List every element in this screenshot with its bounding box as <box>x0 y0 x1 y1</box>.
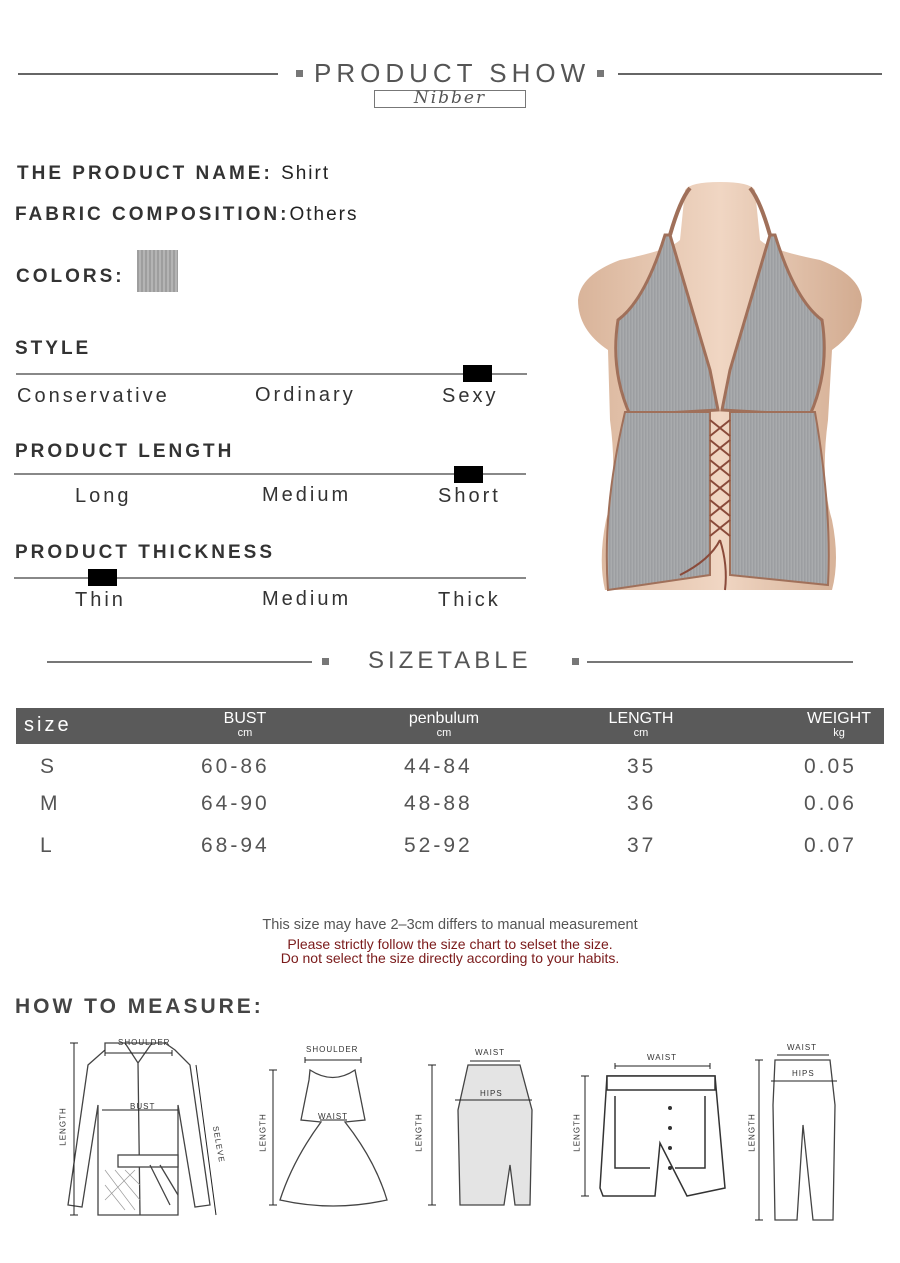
skirt-waist-label: WAIST <box>475 1048 506 1057</box>
col-size: size <box>24 714 72 736</box>
col-length-label: LENGTH <box>608 710 674 727</box>
product-name-label: THE PRODUCT NAME: <box>17 163 273 184</box>
length-option-long: Long <box>75 485 132 507</box>
cell-bust: 68-94 <box>201 834 270 857</box>
dress-diagram <box>265 1050 400 1210</box>
col-penbulum-label: penbulum <box>408 710 480 727</box>
cell-penbulum: 48-88 <box>404 792 473 815</box>
style-title: STYLE <box>15 338 92 359</box>
skirt-diagram <box>420 1055 540 1215</box>
jacket-shoulder-label: SHOULDER <box>118 1038 171 1047</box>
brand-name: Nibber <box>413 88 487 108</box>
header-right-dot <box>597 70 604 77</box>
pants-length-label: LENGTH <box>747 1113 757 1152</box>
style-option-sexy: Sexy <box>442 385 499 407</box>
shorts-waist-label: WAIST <box>647 1053 678 1062</box>
header-left-dot <box>296 70 303 77</box>
top-left-panel <box>607 412 710 590</box>
cell-length: 37 <box>627 834 657 857</box>
cell-penbulum: 44-84 <box>404 755 473 778</box>
cell-length: 36 <box>627 792 657 815</box>
fabric-row <box>15 204 358 226</box>
skirt-hips-label: HIPS <box>480 1089 503 1098</box>
col-length <box>596 712 686 740</box>
note-warning-1: Please strictly follow the size chart to selset the size. <box>287 936 613 952</box>
pants-hips-label: HIPS <box>792 1069 815 1078</box>
product-name-value: Shirt <box>281 163 331 184</box>
cell-size: L <box>40 834 55 857</box>
style-option-conservative: Conservative <box>17 385 170 407</box>
jacket-length-label: LENGTH <box>58 1107 68 1146</box>
fabric-value: Others <box>289 204 359 225</box>
col-bust-label: BUST <box>223 710 267 727</box>
note-measurement: This size may have 2–3cm differs to manual measurement <box>262 917 638 933</box>
cell-weight: 0.05 <box>804 755 857 778</box>
fabric-label: FABRIC COMPOSITION: <box>15 204 290 225</box>
dress-waist-label: WAIST <box>318 1112 349 1121</box>
col-penbulum-unit: cm <box>436 727 452 739</box>
top-right-panel <box>730 412 829 585</box>
jacket-bust-label: BUST <box>130 1102 156 1111</box>
sizetable-title: SIZETABLE <box>368 647 532 674</box>
col-bust <box>205 712 285 740</box>
size-table-header <box>16 708 884 744</box>
length-option-short: Short <box>438 485 501 507</box>
jacket-diagram <box>60 1035 235 1220</box>
dress-shoulder-label: SHOULDER <box>306 1045 359 1054</box>
thickness-option-thin: Thin <box>75 589 126 611</box>
style-scale-line <box>16 373 527 375</box>
header-left-rule <box>18 73 278 75</box>
cell-length: 35 <box>627 755 657 778</box>
sizetable-right-rule <box>587 661 853 663</box>
cell-size: S <box>40 755 58 778</box>
page-title: PRODUCT SHOW <box>314 58 591 88</box>
note-warning-2: Do not select the size directly according to your habits. <box>280 950 620 966</box>
color-swatch[interactable] <box>137 250 178 292</box>
shorts-diagram <box>572 1058 735 1203</box>
thickness-marker <box>88 569 117 586</box>
thickness-option-thick: Thick <box>438 589 501 611</box>
shorts-length-label: LENGTH <box>572 1113 582 1152</box>
jacket-sleeve-label: SELEVE <box>210 1125 227 1164</box>
col-penbulum <box>394 712 494 740</box>
style-marker <box>463 365 492 382</box>
col-weight <box>794 712 884 740</box>
skirt-length-label: LENGTH <box>414 1113 424 1152</box>
cell-bust: 60-86 <box>201 755 270 778</box>
how-to-measure-title: HOW TO MEASURE: <box>15 995 264 1018</box>
thickness-title: PRODUCT THICKNESS <box>15 542 276 563</box>
col-bust-unit: cm <box>237 727 253 739</box>
col-length-unit: cm <box>633 727 649 739</box>
cell-size: M <box>40 792 61 815</box>
product-name-row <box>17 163 330 185</box>
colors-label: COLORS: <box>16 266 125 287</box>
length-marker <box>454 466 483 483</box>
cell-weight: 0.07 <box>804 834 857 857</box>
length-title: PRODUCT LENGTH <box>15 441 235 462</box>
col-weight-label: WEIGHT <box>807 710 871 727</box>
header-right-rule <box>618 73 882 75</box>
sizetable-right-dot <box>572 658 579 665</box>
cell-weight: 0.06 <box>804 792 857 815</box>
style-option-ordinary: Ordinary <box>255 384 356 406</box>
length-scale-line <box>14 473 526 475</box>
thickness-option-medium: Medium <box>262 588 352 610</box>
col-weight-unit: kg <box>833 727 845 739</box>
cell-penbulum: 52-92 <box>404 834 473 857</box>
sizetable-left-rule <box>47 661 312 663</box>
length-option-medium: Medium <box>262 484 352 506</box>
cell-bust: 64-90 <box>201 792 270 815</box>
pants-waist-label: WAIST <box>787 1043 818 1052</box>
dress-length-label: LENGTH <box>258 1113 268 1152</box>
product-photo <box>570 180 870 595</box>
sizetable-left-dot <box>322 658 329 665</box>
